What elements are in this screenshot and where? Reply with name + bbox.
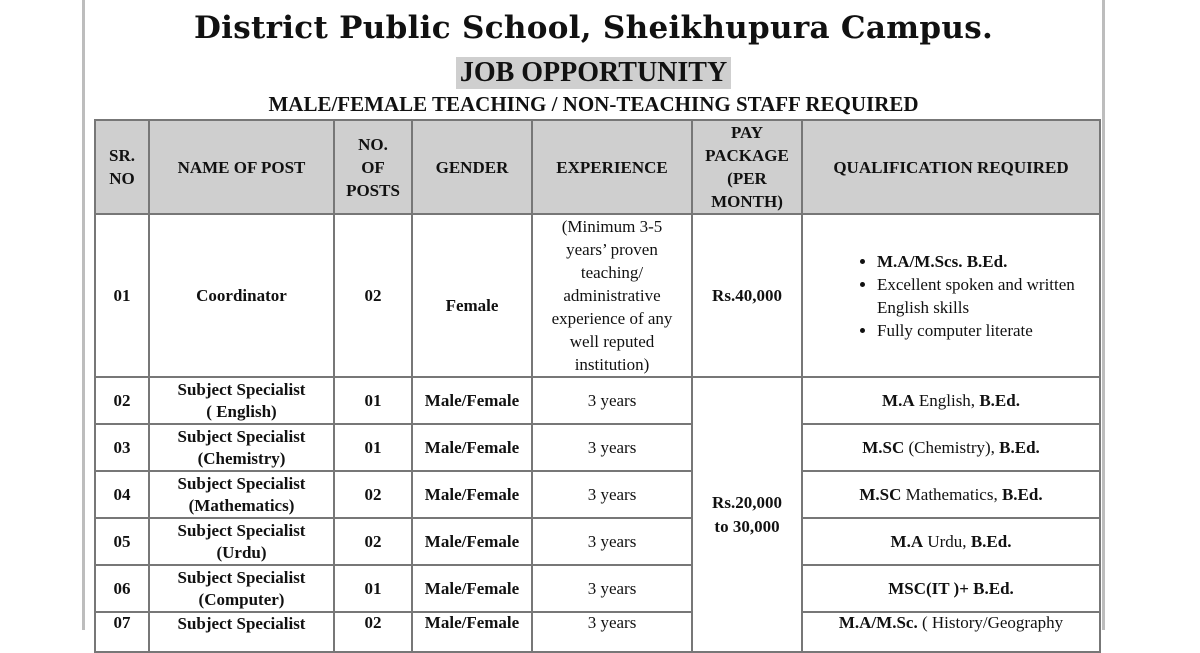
header-gender: GENDER xyxy=(412,120,532,214)
header-qualification: QUALIFICATION REQUIRED xyxy=(802,120,1100,214)
cell-gender: Male/Female xyxy=(412,518,532,565)
post-name-line: (Chemistry) xyxy=(197,448,286,468)
header-name-of-post: NAME OF POST xyxy=(149,120,334,214)
post-name-line: Subject Specialist xyxy=(177,520,306,540)
cell-qualification xyxy=(802,214,1100,377)
post-name-line: Subject Specialist xyxy=(177,567,306,587)
cell-posts: 02 xyxy=(334,471,412,518)
post-name-line: ( English) xyxy=(206,401,277,421)
header-sr-line1: SR. xyxy=(109,146,135,165)
cell-sr: 02 xyxy=(95,377,149,424)
post-name-line: Subject Specialist xyxy=(177,614,306,633)
header-posts-line3: POSTS xyxy=(346,180,400,200)
experience-line: experience of any xyxy=(551,309,673,328)
cell-pay-merged xyxy=(692,377,802,652)
post-name-line: Subject Specialist xyxy=(177,473,306,493)
header-experience: EXPERIENCE xyxy=(532,120,692,214)
header-pay-line4: MONTH) xyxy=(711,192,783,211)
header-posts-line1: NO. xyxy=(358,134,388,154)
cell-post-name xyxy=(149,377,334,424)
table-header-row xyxy=(95,120,1100,214)
header-pay-package xyxy=(692,120,802,214)
cell-gender: Male/Female xyxy=(412,565,532,612)
pay-line: Rs.20,000 xyxy=(712,492,782,512)
table-row xyxy=(95,565,1100,612)
qualification-subject: (Chemistry), xyxy=(904,437,1000,457)
post-name-line: (Computer) xyxy=(198,589,285,609)
cell-qualification xyxy=(802,377,1100,424)
table-row xyxy=(95,377,1100,424)
cell-qualification xyxy=(802,518,1100,565)
qualification-bed: B.Ed. xyxy=(970,531,1012,551)
cell-gender: Male/Female xyxy=(412,471,532,518)
header-sr-no xyxy=(95,120,149,214)
header-pay-line1: PAY xyxy=(730,123,764,142)
cell-posts: 01 xyxy=(334,565,412,612)
cell-gender: Male/Female xyxy=(412,424,532,471)
qualification-degree: M.A xyxy=(890,531,924,551)
cell-posts: 02 xyxy=(334,214,412,377)
qualification-degree: MSC(IT )+ xyxy=(888,578,974,598)
qualification-bed: B.Ed. xyxy=(979,390,1020,410)
qualification-text: Excellent spoken and written xyxy=(877,274,1075,294)
cell-gender: Female xyxy=(412,214,532,377)
cell-experience: 3 years xyxy=(532,612,692,652)
cell-post-name: Coordinator xyxy=(149,214,334,377)
qualification-item xyxy=(877,273,1095,319)
cell-posts: 01 xyxy=(334,377,412,424)
header-sr-line2: NO xyxy=(109,169,135,188)
cell-sr: 07 xyxy=(95,612,149,652)
qualification-subject: ( History/Geography xyxy=(917,613,1064,632)
cell-post-name xyxy=(149,471,334,518)
cell-experience xyxy=(532,214,692,377)
qualification-subject: Mathematics, xyxy=(901,484,1002,504)
header-pay-line2: PACKAGE xyxy=(705,146,789,165)
cell-experience: 3 years xyxy=(532,518,692,565)
table-row xyxy=(95,424,1100,471)
cell-qualification xyxy=(802,471,1100,518)
cell-pay: Rs.40,000 xyxy=(692,214,802,377)
cell-sr: 01 xyxy=(95,214,149,377)
school-title: District Public School, Sheikhupura Campus. xyxy=(193,10,994,46)
header-no-of-posts xyxy=(334,120,412,214)
qualification-item: • M.A/M.Scs. B.Ed. xyxy=(877,250,1095,273)
cell-experience: 3 years xyxy=(532,565,692,612)
qualification-degree: M.SC xyxy=(862,437,905,457)
experience-line: well reputed xyxy=(569,332,655,351)
cell-posts: 02 xyxy=(334,518,412,565)
qualification-item: • Fully computer literate xyxy=(877,319,1095,342)
experience-line: (Minimum 3-5 xyxy=(561,217,663,236)
cell-sr: 06 xyxy=(95,565,149,612)
cell-gender: Male/Female xyxy=(412,612,532,652)
cell-post-name xyxy=(149,424,334,471)
experience-line: years’ proven xyxy=(566,240,658,259)
experience-line: teaching/ xyxy=(580,263,644,282)
qualification-degree: M.A/M.Sc. xyxy=(838,613,918,632)
cell-qualification xyxy=(802,565,1100,612)
cell-sr: 05 xyxy=(95,518,149,565)
header-posts-line2: OF xyxy=(361,157,385,177)
cell-sr: 03 xyxy=(95,424,149,471)
frame-border-right xyxy=(1102,0,1105,630)
job-opportunity-heading: JOB OPPORTUNITY xyxy=(456,57,731,89)
qualification-subject: Urdu, xyxy=(923,531,971,551)
cell-post-name xyxy=(149,565,334,612)
cell-sr: 04 xyxy=(95,471,149,518)
qualification-bed: B.Ed. xyxy=(999,437,1040,457)
table-row xyxy=(95,612,1100,652)
post-name-line: Subject Specialist xyxy=(177,379,306,399)
pay-line: to 30,000 xyxy=(714,516,780,536)
experience-line: institution) xyxy=(574,355,650,374)
cell-gender: Male/Female xyxy=(412,377,532,424)
qualification-degree: M.A xyxy=(882,390,915,410)
qualification-subject: English, xyxy=(914,390,980,410)
cell-qualification xyxy=(802,424,1100,471)
qualification-degree: M.SC xyxy=(859,484,902,504)
header-pay-line3: (PER xyxy=(727,169,767,188)
cell-post-name xyxy=(149,612,334,652)
staff-required-heading: MALE/FEMALE TEACHING / NON-TEACHING STAFF REQUIRED xyxy=(268,92,919,116)
experience-line: administrative xyxy=(563,286,661,305)
cell-posts: 01 xyxy=(334,424,412,471)
cell-post-name xyxy=(149,518,334,565)
table-row xyxy=(95,518,1100,565)
cell-experience: 3 years xyxy=(532,424,692,471)
post-name-line: (Mathematics) xyxy=(188,495,295,515)
cell-experience: 3 years xyxy=(532,377,692,424)
table-row xyxy=(95,214,1100,377)
cell-qualification xyxy=(802,612,1100,652)
post-name-line: Subject Specialist xyxy=(177,426,306,446)
table-row xyxy=(95,471,1100,518)
qualification-bed: B.Ed. xyxy=(973,578,1014,598)
subtitle-wrapper xyxy=(85,57,1102,89)
cell-experience: 3 years xyxy=(532,471,692,518)
cell-posts: 02 xyxy=(334,612,412,652)
qualification-text: English skills xyxy=(877,297,970,317)
post-name-line: (Urdu) xyxy=(216,542,267,562)
job-table xyxy=(94,119,1101,653)
qualification-bed: B.Ed. xyxy=(1001,484,1043,504)
qualification-list xyxy=(807,250,1095,342)
